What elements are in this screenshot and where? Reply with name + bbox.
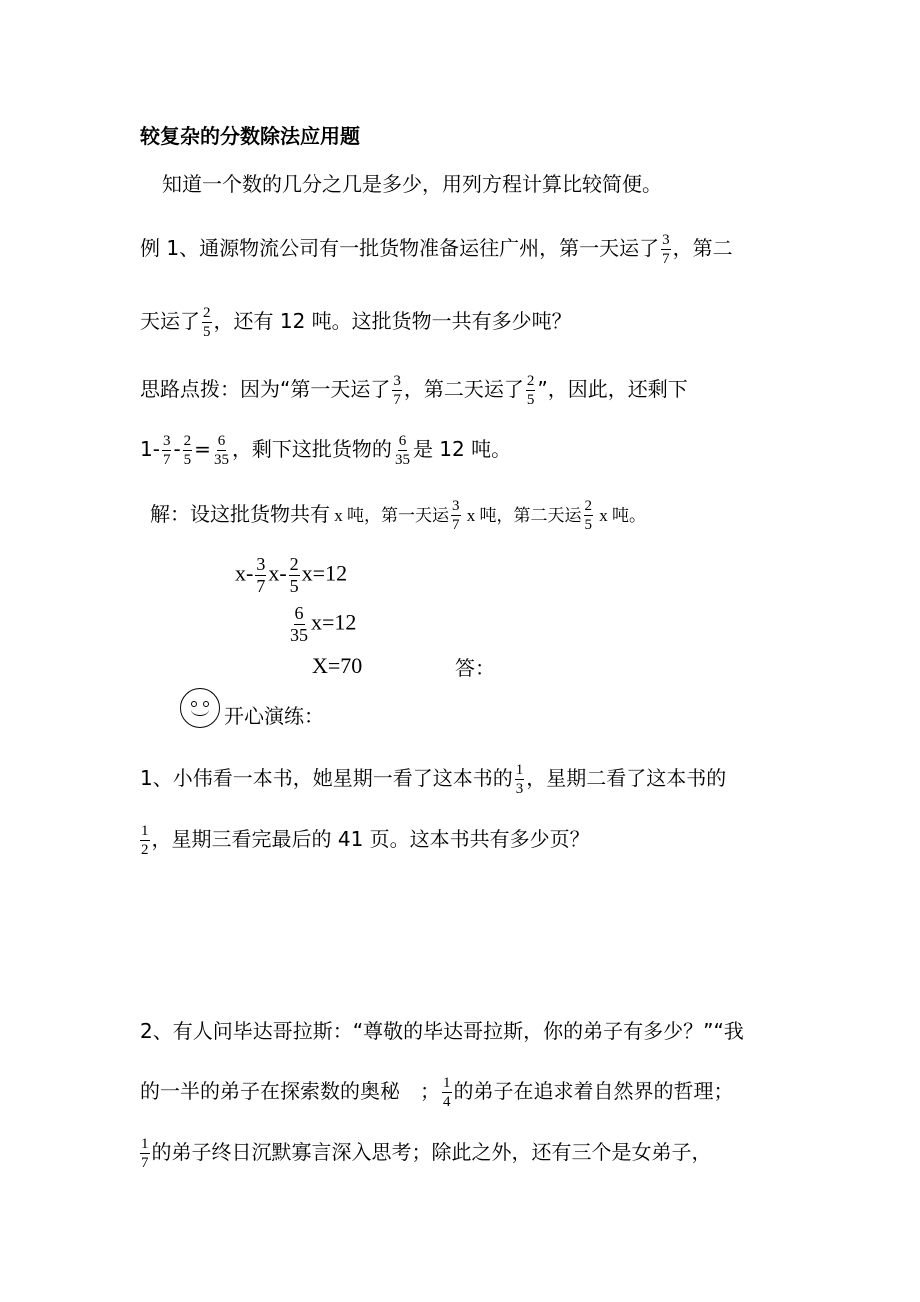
example1-line2 [140,305,572,340]
fraction-6-35: $\frac{6}{35}$ [290,603,308,645]
practice-q1-line1 [140,762,726,797]
solution-text: x 吨。 [595,506,646,525]
hint-text: ”，因此，还剩下 [537,377,688,401]
hint-text: 思路点拨：因为“第一天运了 [140,377,391,401]
solution-label: 解：设这批货物共有 [150,502,330,526]
intro-text: 知道一个数的几分之几是多少，用列方程计算比较简便。 [162,172,662,196]
q2-text: 的弟子终日沉默寡言深入思考；除此之外，还有三个是女弟子， [151,1140,712,1164]
fraction-6-35: $\frac{6}{35}$ [394,433,410,468]
fraction-2-5: $\frac{2}{5}$ [203,305,211,340]
fraction-3-7: $\frac{3}{7}$ [662,232,670,267]
hint-text: 是 12 吨。 [412,437,512,461]
fraction-2-5: $\frac{2}{5}$ [183,433,192,468]
fraction-3-7: $\frac{3}{7}$ [393,373,401,408]
equation-text: x=12 [301,560,348,586]
hint-text: ，第二天运了 [403,377,524,401]
q2-text: 的一半的弟子在探索数的奥秘 ； [140,1079,440,1103]
smiley-face-icon [180,688,220,728]
fraction-6-35: $\frac{6}{35}$ [213,433,229,468]
q1-text: ，星期二看了这本书的 [526,766,727,790]
equation-text: x- [268,560,287,586]
hint-text: 1- [140,437,160,461]
fraction-1-4: $\frac{1}{4}$ [443,1075,451,1110]
example1-line1 [140,232,733,267]
practice-heading: 开心演练： [224,704,324,728]
example1-text: ，还有 12 吨。这批货物一共有多少吨？ [213,309,572,333]
equation-3: X=70 [312,653,363,678]
smiley-mouth [191,703,209,716]
q1-text: ，星期三看完最后的 41 页。这本书共有多少页？ [151,827,590,851]
q2-text: 的弟子在追求着自然界的哲理； [453,1079,734,1103]
fraction-2-5: $\frac{2}{5}$ [584,498,592,533]
fraction-1-7: $\frac{1}{7}$ [141,1136,149,1171]
hint-text: ，剩下这批货物的 [231,437,392,461]
fraction-2-5: $\frac{2}{5}$ [526,373,535,408]
fraction-1-2: $\frac{1}{2}$ [141,823,149,858]
practice-q2-line1: 2、有人问毕达哥拉斯：“尊敬的毕达哥拉斯，你的弟子有多少？”“我 [140,1019,744,1043]
minus-sign: - [173,437,181,461]
answer-label: 答： [455,656,495,680]
solution-line [150,498,646,533]
solution-text: x 吨，第一天运 [330,506,449,525]
hint-line2 [140,433,511,468]
fraction-2-5: $\frac{2}{5}$ [289,554,299,596]
solution-text: x 吨，第二天运 [462,506,582,525]
fraction-3-7: $\frac{3}{7}$ [256,554,266,596]
practice-q2-line2 [140,1075,734,1110]
equals-sign: = [194,437,211,461]
practice-q1-line2 [140,823,590,858]
hint-line1 [140,373,688,408]
equation-1 [235,555,347,596]
example1-text: ，第二 [672,236,733,260]
example1-text: 例 1、通源物流公司有一批货物准备运往广州，第一天运了 [140,236,660,260]
page-title: 较复杂的分数除法应用题 [140,124,360,148]
fraction-3-7: $\frac{3}{7}$ [162,433,171,468]
example1-text: 天运了 [140,309,200,333]
equation-text: x=12 [311,609,357,635]
practice-q2-line3 [140,1136,712,1171]
q1-text: 1、小伟看一本书，她星期一看了这本书的 [140,766,513,790]
equation-text: x- [235,560,254,586]
fraction-1-3: $\frac{1}{3}$ [515,762,524,797]
fraction-3-7: $\frac{3}{7}$ [452,498,460,533]
equation-2 [287,604,356,645]
